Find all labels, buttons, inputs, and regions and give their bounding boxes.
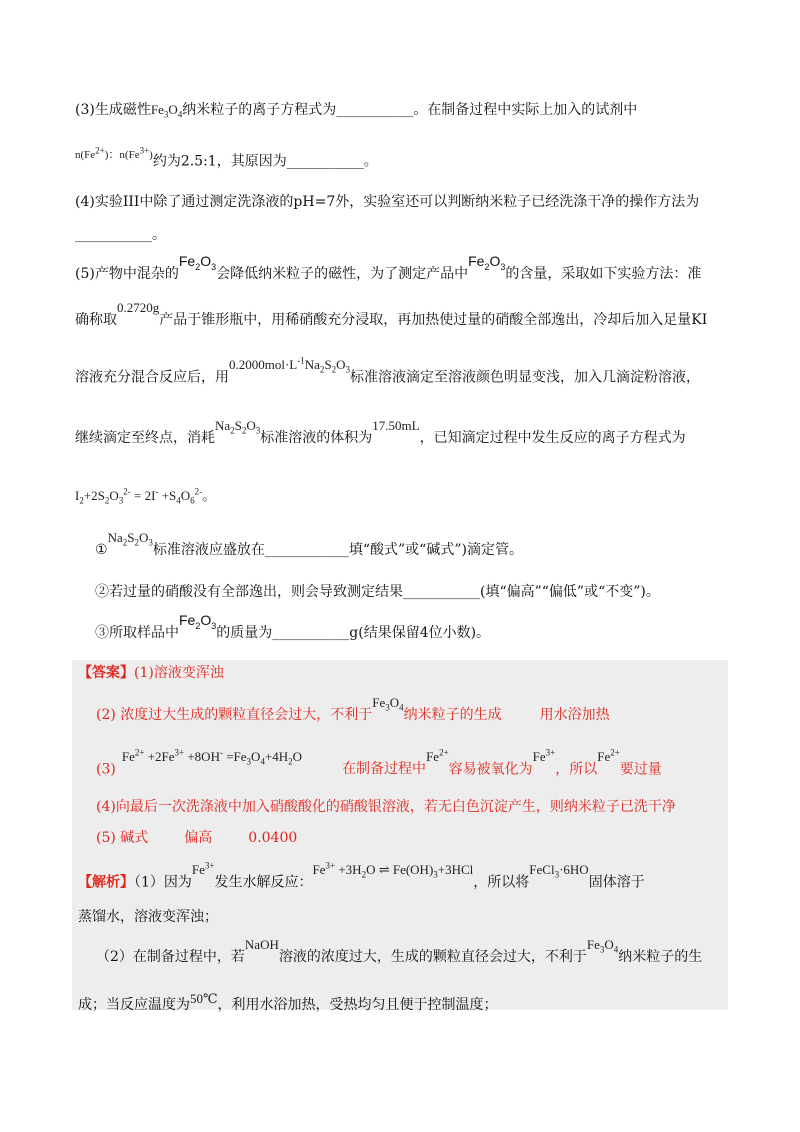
fe2o3-formula: $Fe_2O_3$ [179, 612, 217, 631]
answer-3c: 容易被氧化为 [448, 761, 533, 778]
concentration-formula: $0.2000mol\cdot L^{-1}Na_2S_2O_3$ [229, 356, 351, 375]
analysis-3a: （2）在制备过程中，若 [96, 949, 245, 965]
q5-line1 [75, 253, 702, 289]
q3-text-b: 纳米粒子的离子方程式为___________。在制备过程中实际上加入的试剂中 [182, 102, 638, 118]
analysis-1b: 发生水解反应： [214, 874, 313, 891]
q5-text-4c: ，已知滴定过程中发生反应的离子方程式为 [419, 430, 686, 446]
analysis-line3 [96, 937, 703, 972]
q5-sub3-text-a: ③所取样品中 [95, 625, 179, 641]
q3-line2 [75, 145, 378, 173]
q5-sub2: ②若过量的硝酸没有全部逸出，则会导致测定结果___________(填“偏高”“偏低”或“不变”)。 [95, 584, 660, 600]
volume-value: 17.50mL [372, 418, 420, 433]
q5-sub1-text: 标准溶液应盛放在____________填“酸式”或“碱式”)滴定管。 [152, 542, 523, 558]
temperature-value: 50℃ [190, 991, 218, 1006]
analysis-4b: ，利用水浴加热，受热均匀且便于控制温度； [217, 997, 498, 1013]
fe3o4-formula: $Fe_3O_4$ [586, 937, 619, 955]
q5-text-2a: 确称取 [75, 312, 117, 328]
analysis-1d: 固体溶于 [588, 874, 645, 891]
answer-line3 [96, 748, 662, 784]
analysis-1a: （1）因为 [134, 874, 192, 891]
analysis-3c: 纳米粒子的生 [618, 949, 703, 965]
answer-line4: (4)向最后一次洗涤液中加入硝酸酸化的硝酸银溶液，若无白色沉淀产生，则纳米粒子已洗干净 [96, 799, 676, 815]
analysis-line2: 蒸馏水，溶液变浑浊； [78, 909, 218, 925]
fe2plus-formula: $Fe^{2+}$ [597, 748, 620, 765]
fe3plus-formula: $Fe^{3+}$ [532, 748, 556, 765]
q5-sub1 [95, 530, 523, 565]
analysis-label: 【解析】 [78, 874, 134, 891]
analysis-1c: ，所以将 [473, 874, 530, 891]
answer-label: 【答案】 [78, 665, 134, 681]
analysis-line1 [78, 861, 645, 897]
naoh-formula: NaOH [244, 937, 279, 952]
q5-equation-line [75, 482, 216, 511]
iodine-thiosulfate-equation: $I_2+2S_2O_3^{2-} = 2I^- +S_4O_6^{2-}$ [75, 487, 203, 506]
analysis-line4 [78, 991, 498, 1015]
eq-end: 。 [202, 488, 217, 505]
answer-line5 [96, 828, 297, 848]
analysis-3b: 溶液的浓度过大，生成的颗粒直径会过大，不利于 [278, 949, 587, 965]
q3-text-a: (3)生成磁性 [75, 102, 151, 118]
q5-text-3b: 标准溶液滴定至溶液颜色明显变浅，加入几滴淀粉溶液， [350, 369, 701, 386]
answer-2b: 纳米粒子的生成 [403, 707, 502, 723]
q5-text-3a: 溶液充分混合反应后，用 [75, 369, 229, 386]
q5-text-1b: 会降低纳米粒子的磁性，为了测定产品中 [216, 266, 469, 282]
fe2o3-formula: $Fe_2O_3$ [178, 253, 217, 272]
q5-text-1a: (5)产物中混杂的 [75, 266, 179, 282]
q5-text-4a: 继续滴定至终点，消耗 [75, 430, 215, 446]
q5-line2 [75, 300, 708, 330]
q5-text-1c: 的含量，采取如下实验方法：准 [505, 266, 702, 282]
q5-text-2b: 产品于锥形瓶中，用稀硝酸充分浸取，再加热使过量的硝酸全部逸出，冷却后加入足量KI [159, 312, 708, 328]
q5-sub3-text-b: 的质量为___________g(结果保留4位小数)。 [216, 625, 491, 641]
q5-text-4b: 标准溶液的体积为 [260, 430, 373, 446]
q5-line3 [75, 356, 701, 392]
analysis-4a: 成；当反应温度为 [78, 997, 190, 1013]
fe3o4-formula: $Fe_3O_4$ [372, 695, 404, 713]
q5-sub3 [95, 612, 491, 648]
mass-value: 0.2720g [117, 300, 160, 315]
fe3o4-formation-equation: $Fe^{2+} +2Fe^{3+} +8OH^- =Fe_3O_4+4H_2O$ [121, 748, 303, 767]
answer-2c: 用水浴加热 [539, 707, 610, 723]
answer-3-num: (3) [96, 761, 116, 778]
fe2plus-formula: $Fe^{2+}$ [426, 748, 449, 765]
answer-line1 [78, 663, 224, 683]
fe3plus-formula: $Fe^{3+}$ [191, 861, 215, 878]
answer-line2 [96, 695, 610, 730]
fe3o4-formula: $Fe_3O_4$ [150, 102, 183, 120]
q5-sub1-marker: ① [95, 542, 108, 558]
na2s2o3-formula: $Na_2S_2O_3$ [215, 418, 261, 436]
answer-3e: 要过量 [619, 761, 662, 778]
answer-1: (1)溶液变浑浊 [134, 665, 224, 681]
q3-text-c: 约为2.5:1，其原因为___________。 [152, 153, 378, 170]
ratio-formula: n(Fe2+)：n(Fe3+) [75, 145, 153, 161]
answer-5b: 偏高 [184, 830, 213, 846]
hydrolysis-equation: $Fe^{3+} +3H_2O$ ⇌ $Fe(OH)_3+3HCl$ [312, 861, 474, 880]
answer-2a: (2) 浓度过大生成的颗粒直径会过大，不利于 [96, 707, 373, 723]
answer-5c: 0.0400 [248, 830, 298, 846]
q4-line1: (4)实验III中除了通过测定洗涤液的pH=7外，实验室还可以判断纳米粒子已经洗涤干净的操作方法为 [75, 194, 700, 210]
q5-line4 [75, 418, 686, 453]
answer-3d: ，所以 [555, 761, 598, 778]
q4-line2: ___________。 [75, 227, 166, 243]
q3-line1 [75, 100, 637, 125]
fe2o3-formula: $Fe_2O_3$ [468, 253, 506, 272]
answer-5a: (5) 碱式 [96, 830, 149, 846]
fecl3-formula: FeCl$_3$·6HO [529, 862, 589, 880]
na2s2o3-formula: $Na_2S_2O_3$ [107, 530, 153, 548]
answer-3b: 在制备过程中 [342, 761, 427, 778]
